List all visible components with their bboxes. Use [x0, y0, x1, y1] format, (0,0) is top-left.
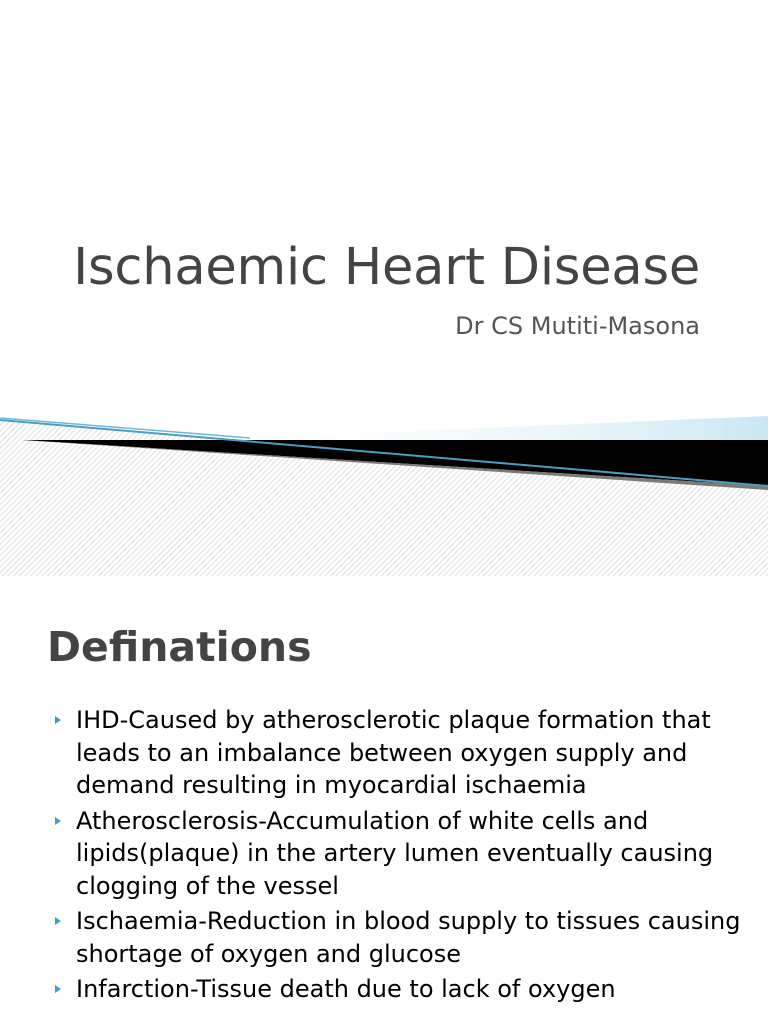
band-light-blue-stripe: [200, 416, 768, 440]
slide-subtitle: Dr CS Mutiti-Masona: [455, 312, 700, 340]
decorative-band: [0, 408, 768, 576]
bullet-list: [54, 704, 744, 1009]
slide-heading: Definations: [47, 623, 312, 671]
definitions-slide: [0, 576, 768, 1024]
bullet-text: Infarction-Tissue death due to lack of oxygen: [76, 975, 616, 1003]
slide-number: 1: [747, 552, 754, 563]
triangle-bullet-icon: [55, 917, 61, 925]
list-item: [54, 973, 744, 1006]
triangle-bullet-icon: [55, 716, 61, 724]
triangle-bullet-icon: [55, 817, 61, 825]
list-item: [54, 805, 744, 903]
list-item: [54, 905, 744, 970]
bullet-text: Atherosclerosis-Accumulation of white cells and lipids(plaque) in the artery lumen eventually causing clogging of the vessel: [76, 806, 714, 900]
list-item: [54, 704, 744, 802]
bullet-text: IHD-Caused by atherosclerotic plaque formation that leads to an imbalance between oxygen supply and demand resulting in myocardial ischaemia: [76, 706, 711, 799]
bullet-text: Ischaemia-Reduction in blood supply to tissues causing shortage of oxygen and glucose: [76, 907, 741, 968]
slide-title: Ischaemic Heart Disease: [73, 238, 700, 297]
triangle-bullet-icon: [55, 985, 61, 993]
